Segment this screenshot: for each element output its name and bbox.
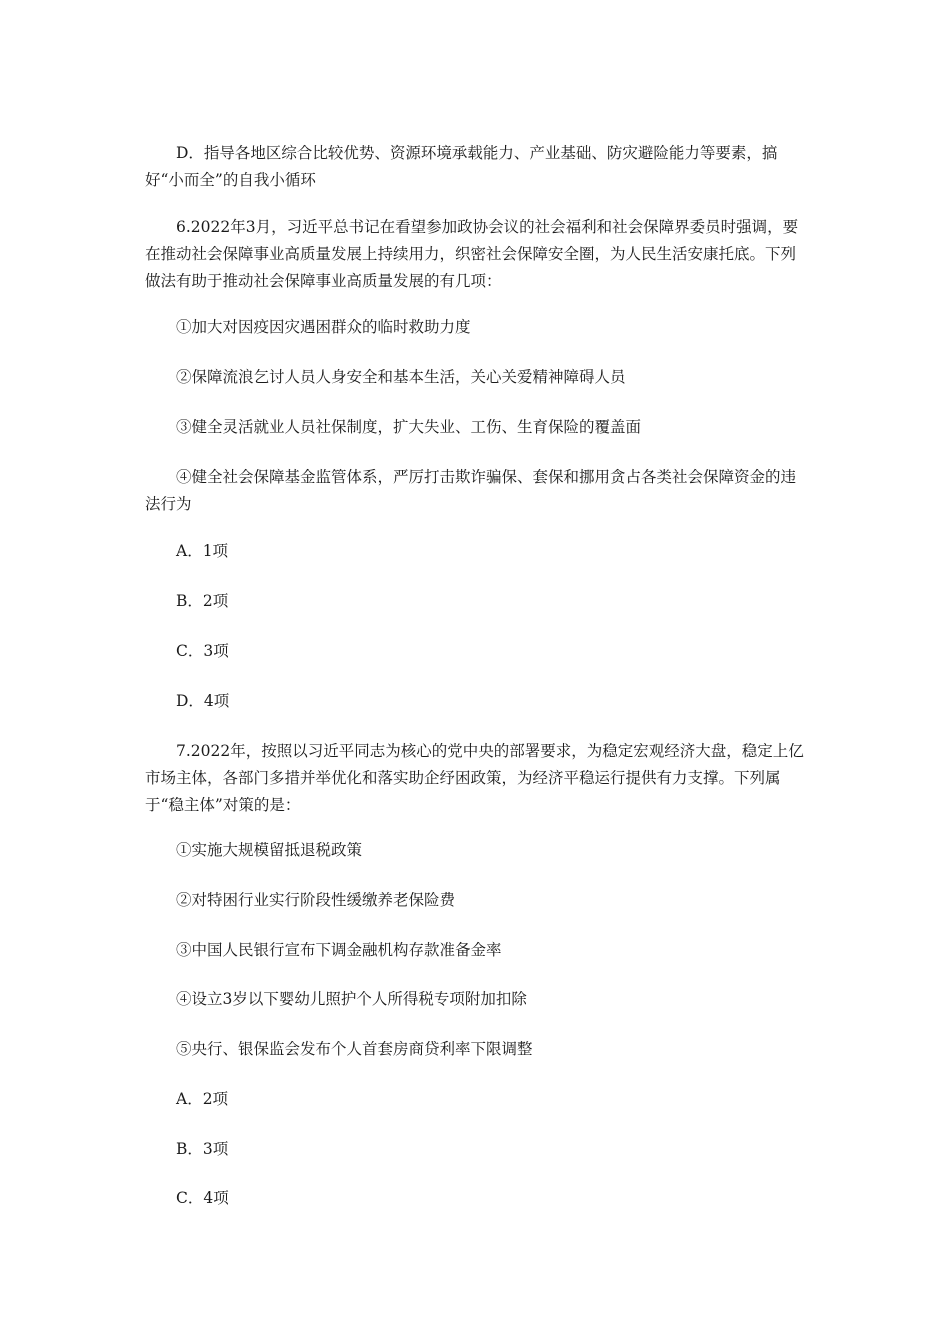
q7-statement-3: ③中国人民银行宣布下调金融机构存款准备金率 (176, 941, 502, 959)
q6-statement-4: ④健全社会保障基金监管体系，严厉打击欺诈骗保、套保和挪用贪占各类社会保障资金的违法行为 (145, 468, 797, 513)
q7-option-a: A．2项 (176, 1090, 229, 1108)
question-6-stem: 6.2022年3月，习近平总书记在看望参加政协会议的社会福利和社会保障界委员时强调，要在推动社会保障事业高质量发展上持续用力，织密社会保障安全圈，为人民生活安康托底。下列做法有助于推动社会保障事业高质量发展的有几项： (145, 218, 799, 290)
option-d-q5: D．指导各地区综合比较优势、资源环境承载能力、产业基础、防灾避险能力等要素，搞好“小而全”的自我小循环 (145, 144, 778, 189)
q6-option-a: A．1项 (176, 542, 229, 560)
q7-option-b: B．3项 (176, 1140, 229, 1158)
q7-statement-2: ②对特困行业实行阶段性缓缴养老保险费 (176, 891, 456, 909)
q6-statement-1: ①加大对因疫因灾遇困群众的临时救助力度 (176, 318, 471, 336)
q6-statement-2: ②保障流浪乞讨人员人身安全和基本生活，关心关爱精神障碍人员 (176, 368, 626, 386)
q6-statement-3: ③健全灵活就业人员社保制度，扩大失业、工伤、生育保险的覆盖面 (176, 418, 642, 436)
q6-option-b: B．2项 (176, 592, 229, 610)
question-7-stem: 7.2022年，按照以习近平同志为核心的党中央的部署要求，为稳定宏观经济大盘，稳定上亿市场主体，各部门多措并举优化和落实助企纾困政策，为经济平稳运行提供有力支撑。下列属于“稳主体”对策的是： (145, 742, 804, 814)
q6-option-d: D．4项 (176, 692, 230, 710)
q7-statement-5: ⑤央行、银保监会发布个人首套房商贷利率下限调整 (176, 1040, 533, 1058)
q6-option-c: C．3项 (176, 642, 229, 660)
q7-statement-4: ④设立3岁以下婴幼儿照护个人所得税专项附加扣除 (176, 990, 527, 1008)
q7-statement-1: ①实施大规模留抵退税政策 (176, 841, 363, 859)
q7-option-c: C．4项 (176, 1189, 229, 1207)
